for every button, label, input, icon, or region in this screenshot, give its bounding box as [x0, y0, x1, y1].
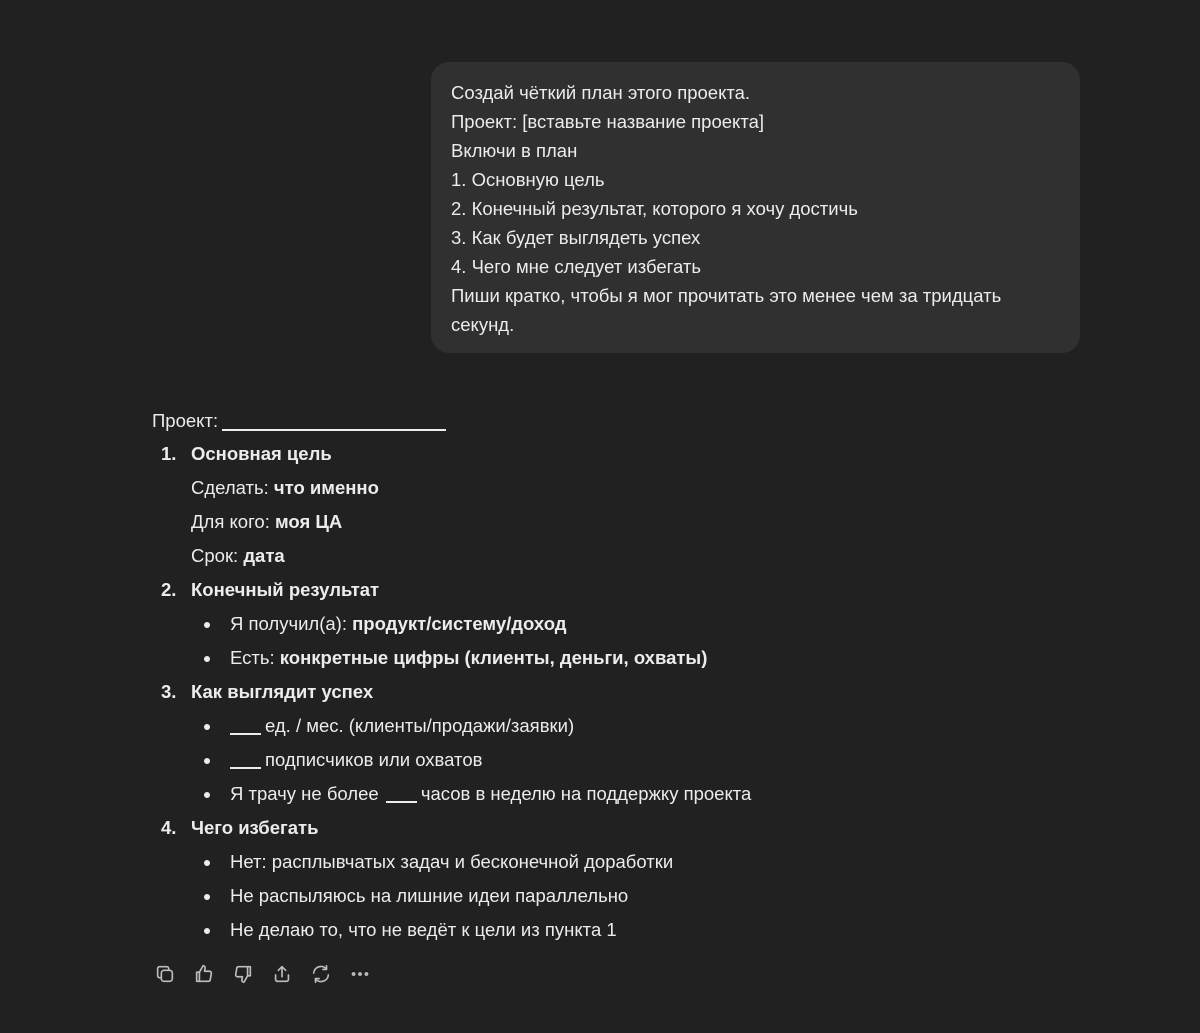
list-item [152, 607, 1052, 641]
row-label: Сделать: [191, 477, 269, 498]
fill-blank [230, 767, 261, 769]
row-label: Срок: [191, 545, 239, 566]
section-title: Конечный результат [191, 579, 380, 600]
share-icon [271, 963, 293, 985]
user-message-line: секунд. [451, 314, 515, 335]
list-item [152, 913, 1052, 947]
section-title: Как выглядит успех [191, 681, 374, 702]
list-item [152, 743, 1052, 777]
bullet-icon [204, 724, 210, 730]
user-message-line: Проект: [вставьте название проекта] [451, 111, 765, 132]
project-label: Проект: [152, 410, 219, 431]
section-title: Основная цель [191, 443, 332, 464]
row-label: Для кого: [191, 511, 270, 532]
section-avoid [152, 811, 1052, 947]
more-icon [349, 963, 371, 985]
bullet-icon [204, 758, 210, 764]
project-line [152, 404, 1052, 437]
bullet-icon [204, 792, 210, 798]
user-message-line: 4. Чего мне следует избегать [451, 256, 701, 277]
more-button[interactable] [347, 961, 373, 987]
item-label: Я получил(а): [230, 613, 347, 634]
item-text: подписчиков или охватов [265, 749, 483, 770]
fill-blank [386, 801, 417, 803]
list-item [152, 709, 1052, 743]
bullet-icon [204, 656, 210, 662]
goal-row [152, 505, 1052, 539]
goal-row [152, 471, 1052, 505]
thumbs-up-icon [193, 963, 215, 985]
section-number: 3. [161, 681, 177, 702]
user-message-line: Включи в план [451, 140, 578, 161]
section-title: Чего избегать [191, 817, 319, 838]
copy-icon [154, 963, 176, 985]
list-item [152, 845, 1052, 879]
section-heading [152, 573, 1052, 607]
list-item [152, 879, 1052, 913]
project-blank [222, 429, 446, 431]
user-message-line: 3. Как будет выглядеть успех [451, 227, 701, 248]
bullet-icon [204, 860, 210, 866]
item-label: Есть: [230, 647, 275, 668]
item-text: Не делаю то, что не ведёт к цели из пункта 1 [230, 919, 617, 940]
section-number: 2. [161, 579, 177, 600]
section-number: 4. [161, 817, 177, 838]
section-heading [152, 811, 1052, 845]
item-text-before: Я трачу не более [230, 783, 379, 804]
item-value: конкретные цифры (клиенты, деньги, охваты) [279, 647, 708, 668]
regenerate-icon [310, 963, 332, 985]
regenerate-button[interactable] [308, 961, 334, 987]
section-end-result [152, 573, 1052, 675]
section-heading [152, 437, 1052, 471]
row-value: дата [243, 545, 285, 566]
share-button[interactable] [269, 961, 295, 987]
bullet-icon [204, 928, 210, 934]
user-message-line: 2. Конечный результат, которого я хочу достичь [451, 198, 858, 219]
item-text-after: часов в неделю на поддержку проекта [420, 783, 752, 804]
row-value: что именно [273, 477, 379, 498]
thumbs-down-icon [232, 963, 254, 985]
goal-row [152, 539, 1052, 573]
list-item [152, 777, 1052, 811]
item-value: продукт/систему/доход [352, 613, 567, 634]
thumbs-up-button[interactable] [191, 961, 217, 987]
fill-blank [230, 733, 261, 735]
user-message-line: Пиши кратко, чтобы я мог прочитать это менее чем за тридцать [451, 285, 1002, 306]
bullet-icon [204, 622, 210, 628]
assistant-message [152, 404, 1052, 947]
list-item [152, 641, 1052, 675]
item-text: Не распыляюсь на лишние идеи параллельно [230, 885, 629, 906]
user-message-bubble [431, 62, 1080, 353]
section-heading [152, 675, 1052, 709]
section-main-goal [152, 437, 1052, 573]
item-text: ед. / мес. (клиенты/продажи/заявки) [265, 715, 575, 736]
thumbs-down-button[interactable] [230, 961, 256, 987]
message-actions [152, 961, 386, 987]
item-text: Нет: расплывчатых задач и бесконечной доработки [230, 851, 674, 872]
user-message-line: 1. Основную цель [451, 169, 605, 190]
bullet-icon [204, 894, 210, 900]
row-value: моя ЦА [274, 511, 343, 532]
section-number: 1. [161, 443, 177, 464]
copy-button[interactable] [152, 961, 178, 987]
user-message-line: Создай чёткий план этого проекта. [451, 82, 751, 103]
section-success [152, 675, 1052, 811]
